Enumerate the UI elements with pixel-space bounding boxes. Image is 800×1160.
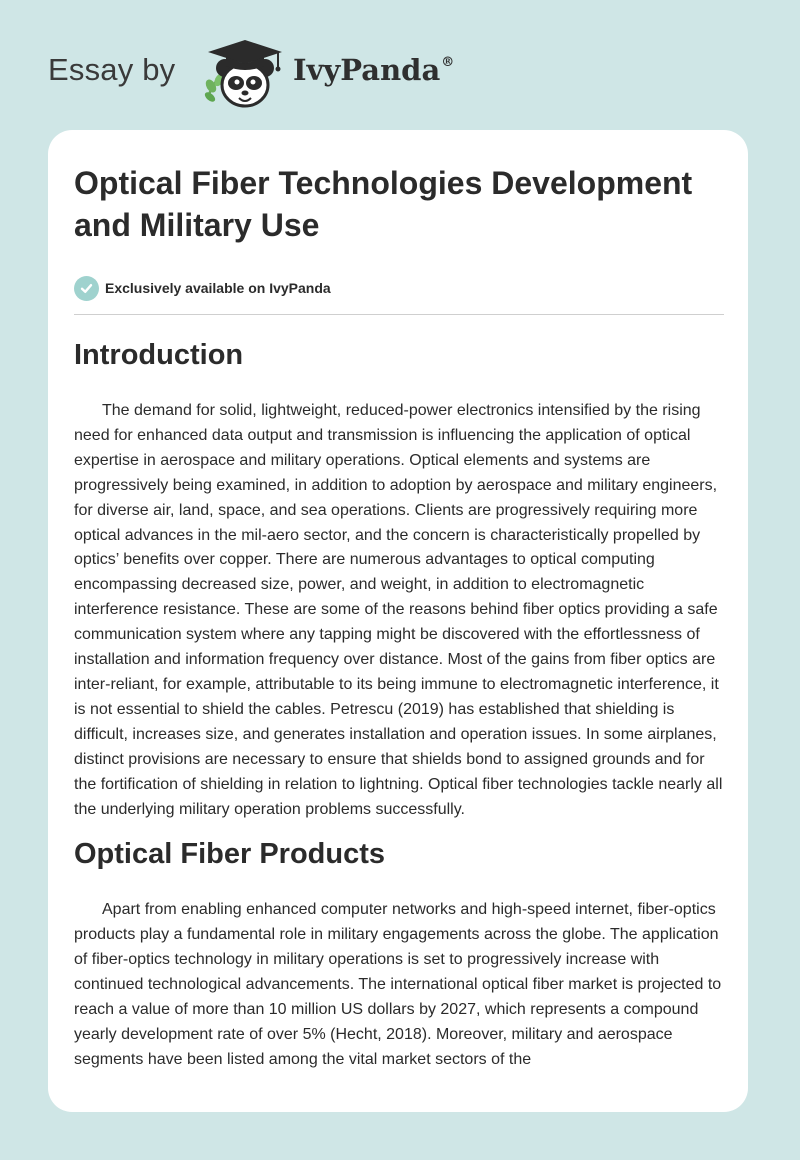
- essay-card: [48, 130, 748, 1112]
- panda-logo-icon[interactable]: [198, 34, 290, 110]
- essay-by-label: Essay by: [48, 52, 176, 87]
- essay-title: Optical Fiber Technologies Development and Military Use: [74, 165, 693, 243]
- section-heading-introduction: Introduction: [74, 339, 244, 371]
- site-header: [48, 34, 508, 110]
- section-paragraph-optical-fiber-products: Apart from enabling enhanced computer networks and high-speed internet, fiber-optics products play a fundamental role in military engagements across the globe. The application of fiber-optics technology in military operations is set to progressively increase with continued technological advancements. The international optical fiber market is projected to reach a value of more than 10 million US dollars by 2027, which represents a compound yearly development rate of over 5% (Hecht, 2018). Moreover, military and aerospace segments have been listed among the vital market sectors of the: [74, 901, 722, 1068]
- essay-content: [74, 162, 724, 1073]
- registered-mark: ®: [441, 55, 455, 70]
- brand-name[interactable]: IvyPanda®: [293, 53, 455, 87]
- divider: [74, 314, 724, 315]
- section-paragraph-introduction: The demand for solid, lightweight, reduced-power electronics intensified by the rising need for enhanced data output and transmission is influencing the application of optical expertise in aerospace and military operations. Optical elements and systems are progressively being examined, in addition to adoption by aerospace and military engineers, for diverse air, land, space, and sea operations. Clients are progressively requiring more optical advances in the mil-aero sector, and the concern is characteristically propelled by optics’ benefits over copper. There are numerous advantages to optical computing encompassing decreased size, power, and weight, in addition to electromagnetic interference resistance. These are some of the reasons behind fiber optics providing a safe communication system where any tapping might be discovered with the effortlessness of installation and information frequency over distance. Most of the gains from fiber optics are inter-reliant, for example, attributable to its being immune to electromagnetic interference, it is not essential to shield the cables. Petrescu (2019) has established that shielding is difficult, increases size, and generates installation and operation issues. In some airplanes, distinct provisions are necessary to ensure that shields bond to assigned grounds and for the fortification of shielding in relation to lightning. Optical fiber technologies tackle nearly all the underlying military operation problems successfully.: [74, 402, 723, 818]
- section-heading-optical-fiber-products: Optical Fiber Products: [74, 838, 385, 871]
- exclusive-label: Exclusively available on IvyPanda: [105, 280, 331, 296]
- exclusive-badge: [74, 274, 724, 302]
- check-icon: [74, 276, 99, 301]
